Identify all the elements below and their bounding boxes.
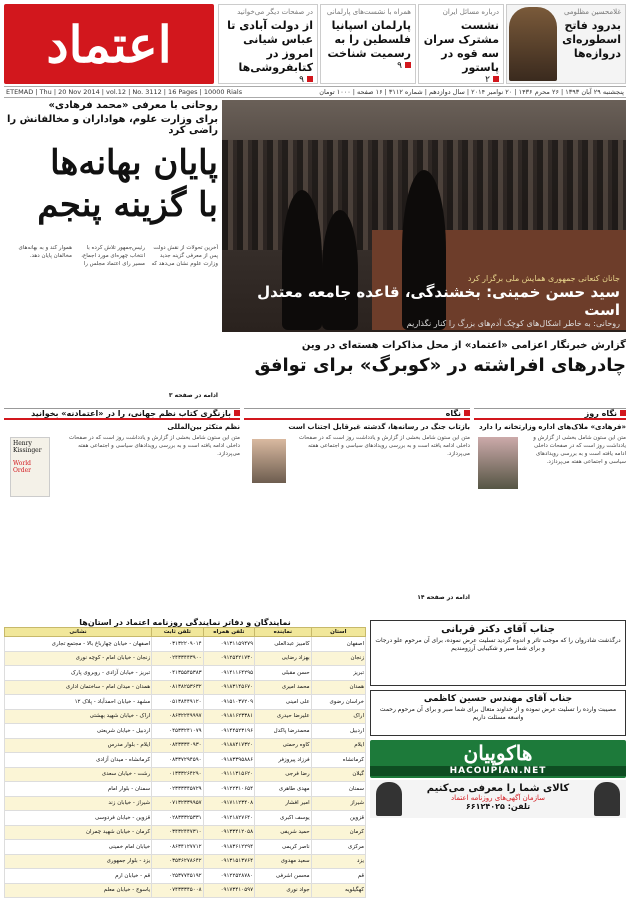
table-cell: کهگیلویه — [311, 883, 365, 898]
table-row — [5, 695, 366, 710]
table-cell: ۰۹۱۷۳۴۱۰۵۹۷ — [203, 883, 254, 898]
table-cell: مرکزی — [311, 840, 365, 855]
table-cell: قزوین — [311, 811, 365, 826]
lead-subtitle: برای وزارت علوم، هواداران و مخالفانش را راضی کرد — [6, 114, 218, 136]
table-cell: ۰۳۱۳۲۲۰۹۰۱۴ — [152, 637, 203, 652]
book-author: Henry Kissinger — [13, 440, 42, 454]
table-cell: فرزاد پیروزفر — [255, 753, 312, 768]
table-cell: ۰۹۱۲۱۸۲۷۶۴۰ — [203, 811, 254, 826]
table-cell: یوسف اکبری — [255, 811, 312, 826]
table-cell: سعید مهدوی — [255, 854, 312, 869]
table-row — [5, 767, 366, 782]
table-cell: ۰۲۵۳۷۷۴۵۱۹۲ — [152, 869, 203, 884]
table-cell: خراسان رضوی — [311, 695, 365, 710]
table-cell: ۰۸۴۳۳۳۴۰۹۳۰ — [152, 738, 203, 753]
lead-body-text: آخرین تحولات از نقش دولت پس از معرفی گزینه جدید وزارت علوم نشان می‌دهد که رئیس‌جمهور تلاش کرده با انتخاب چهره‌ای مورد اجماع، مسیر رای اعتماد مجلس را هموار کند و به بهانه‌های مخالفان پایان دهد. — [18, 245, 218, 267]
masthead-logo[interactable] — [4, 4, 214, 84]
table-cell: همدان - میدان امام - ساختمان اداری — [5, 680, 152, 695]
section-label: بازنگری کتاب نظم جهانی، را در «اعتمادنه» بخوانید — [31, 409, 231, 418]
table-row — [5, 651, 366, 666]
promo-1[interactable] — [218, 4, 318, 84]
classified-phone: تلفن: ۶۶۱۲۴۰۲۵ — [465, 802, 531, 811]
table-cell: کرمان - خیابان شهید چمران — [5, 825, 152, 840]
table-cell: ۰۹۱۴۴۵۲۳۱۹۶ — [203, 724, 254, 739]
table-row — [5, 666, 366, 681]
caption-sub: روحانی: به خاطر اشکال‌های کوچک آدم‌های بزرگ را کنار نگذاریم — [406, 319, 620, 328]
issue-info-fa: پنجشنبه ۲۹ آبان ۱۳۹۳ | ۲۶ محرم ۱۴۳۶ | ۲۰ نوامبر ۲۰۱۴ | سال دوازدهم | شماره ۳۱۱۲ | ۱۶ صفحه | ۱۰۰۰ تومان — [319, 88, 624, 96]
section-marker-icon — [620, 410, 626, 416]
table-row — [5, 883, 366, 898]
table-cell: ۰۹۱۸۱۶۲۳۳۸۱ — [203, 709, 254, 724]
table-cell: سمنان — [311, 782, 365, 797]
table-cell: مشهد - خیابان احمدآباد - پلاک ۱۲ — [5, 695, 152, 710]
promo-page: ۲ — [485, 75, 490, 85]
table-cell: ۰۳۴۳۲۴۴۷۳۱۰ — [152, 825, 203, 840]
promo-2[interactable] — [320, 4, 416, 84]
table-row — [5, 709, 366, 724]
lead-headline-line1: پایان بهانه‌ها — [50, 143, 218, 183]
table-header: استان — [311, 628, 365, 637]
table-cell: ۰۱۳۳۳۲۶۴۲۹۰ — [152, 767, 203, 782]
table-cell: ۰۴۵۳۳۲۴۱۰۷۹ — [152, 724, 203, 739]
classified-title: کالای شما را معرفی می‌کنیم — [426, 783, 570, 794]
table-cell: ۰۸۳۳۷۲۹۴۵۹۰ — [152, 753, 203, 768]
author-photo — [478, 437, 518, 489]
table-row — [5, 753, 366, 768]
nuclear-story[interactable] — [222, 340, 626, 376]
promo-3[interactable] — [418, 4, 504, 84]
businessman-icon — [594, 782, 620, 816]
table-cell: زنجان — [311, 651, 365, 666]
table-row — [5, 796, 366, 811]
table-cell: ۰۹۱۲۲۳۱۰۶۵۴ — [203, 782, 254, 797]
table-cell: ۰۸۱۳۸۲۵۳۶۳۲ — [152, 680, 203, 695]
table-cell: اصفهان — [311, 637, 365, 652]
table-cell: کامبیز عبدالعلی — [255, 637, 312, 652]
table-header: نماینده — [255, 628, 312, 637]
table-cell: سمنان - بلوار امام — [5, 782, 152, 797]
condolence-ad-2[interactable] — [370, 690, 626, 736]
table-cell: اراک - خیابان شهید بهشتی — [5, 709, 152, 724]
table-cell: گیلان — [311, 767, 365, 782]
author-photo — [252, 439, 286, 483]
table-cell: اردبیل — [311, 724, 365, 739]
table-cell: محمد امیری — [255, 680, 312, 695]
table-cell: ناصر کریمی — [255, 840, 312, 855]
table-cell: کرمانشاه — [311, 753, 365, 768]
table-cell: کاوه رحمتی — [255, 738, 312, 753]
table-cell: حسن مقبلی — [255, 666, 312, 681]
table-cell: ۰۵۱۳۸۴۴۹۱۲۰ — [152, 695, 203, 710]
section-marker-icon — [464, 410, 470, 416]
table-cell: ۰۸۶۳۴۱۲۷۷۱۲ — [152, 840, 203, 855]
table-cell: ۰۹۱۸۸۴۱۷۳۲۰ — [203, 738, 254, 753]
table-cell: ۰۹۱۷۱۱۲۳۴۰۸ — [203, 796, 254, 811]
table-cell: ۰۹۱۸۳۱۴۵۶۷۰ — [203, 680, 254, 695]
lead-continue[interactable] — [4, 392, 218, 399]
table-cell: ۰۹۱۲۵۴۲۱۷۳۰ — [203, 651, 254, 666]
lead-photo[interactable] — [222, 100, 626, 332]
page-marker-icon — [405, 62, 411, 68]
table-cell: ۰۹۱۵۱۰۳۷۲۰۹ — [203, 695, 254, 710]
table-cell: ۰۹۱۸۳۳۹۵۸۸۶ — [203, 753, 254, 768]
promo-kicker: در صفحات دیگر می‌خوانید — [237, 8, 313, 16]
portrait-photo — [509, 7, 557, 81]
book-cover[interactable] — [10, 437, 50, 497]
table-cell: محسن اشرفی — [255, 869, 312, 884]
column-title: بازتاب جنگ در رسانه‌ها، گذشته غیرقابل اجتناب است — [288, 423, 470, 431]
section-marker-icon — [234, 410, 240, 416]
table-cell: ۰۹۱۳۱۵۱۳۷۶۴ — [203, 854, 254, 869]
businessman-icon — [376, 782, 402, 816]
column-body: متن این ستون شامل بخشی از گزارش و یادداشت روز است که در صفحات داخلی ادامه یافته است و به بررسی رویدادهای سیاسی و اجتماعی هفته می‌پردازد. — [69, 435, 240, 457]
table-cell: حمید شریفی — [255, 825, 312, 840]
promo-page: ۹ — [299, 75, 304, 85]
ad-title: جناب آقای دکتر قربانی — [441, 624, 555, 635]
table-cell: قم - خیابان ارم — [5, 869, 152, 884]
column-right[interactable] — [474, 408, 626, 615]
table-cell: ۰۹۱۲۲۵۲۸۷۸۰ — [203, 869, 254, 884]
table-cell: یزد — [311, 854, 365, 869]
lead-kicker: روحانی با معرفی «محمد فرهادی» — [48, 100, 218, 111]
table-cell: علی امینی — [255, 695, 312, 710]
promo-title: از دولت آبادی تا عباس شیانی امروز در کتابفروشی‌ها — [227, 19, 313, 74]
table-cell: تبریز — [311, 666, 365, 681]
column-title: نظم متکثر بین‌المللی — [167, 423, 240, 431]
table-cell: اصفهان - خیابان چهارباغ بالا - مجتمع تجاری — [5, 637, 152, 652]
photo-caption — [222, 274, 620, 328]
table-cell: تبریز - خیابان آزادی - روبروی پارک — [5, 666, 152, 681]
promo-kicker: غلامحسین مظلومی — [563, 8, 621, 16]
promo-title: پارلمان اسپانیا فلسطین را به رسمیت شناخت — [327, 19, 411, 60]
table-title: نمایندگان و دفاتر نمایندگی روزنامه اعتماد در استان‌ها — [79, 618, 291, 627]
lead-continue-text: ادامه در صفحه ۳ — [168, 392, 218, 399]
table-cell: قزوین - خیابان فردوسی — [5, 811, 152, 826]
representatives-grid — [4, 627, 366, 898]
table-cell: رشت - خیابان سعدی — [5, 767, 152, 782]
classified-sub: سازمان آگهی‌های روزنامه اعتماد — [451, 794, 545, 802]
table-cell: ۰۲۳۳۳۳۴۵۷۲۹ — [152, 782, 203, 797]
nuclear-headline: چادرهای افراشته در «کوبرگ» برای توافق — [254, 355, 626, 376]
table-row — [5, 782, 366, 797]
table-cell: قم — [311, 869, 365, 884]
table-cell: ۰۹۱۱۱۳۱۵۶۲۰ — [203, 767, 254, 782]
ad-text: مصیبت وارده را تسلیت عرض نموده و از خداوند متعال برای شما صبر و برای آن مرحوم رحمت واسعه مسئلت داریم — [379, 706, 617, 721]
table-cell: خیابان امام خمینی — [5, 840, 152, 855]
brand-ad[interactable] — [370, 740, 626, 778]
brand-name-en: HACOUPIAN.NET — [370, 766, 626, 776]
promo-4[interactable] — [506, 4, 626, 84]
table-cell: اراک — [311, 709, 365, 724]
brand-name-fa: هاکوپیان — [463, 741, 533, 765]
lead-story[interactable] — [4, 100, 218, 226]
table-row — [5, 724, 366, 739]
condolence-ad-1[interactable] — [370, 620, 626, 686]
table-cell: ایلام - بلوار مدرس — [5, 738, 152, 753]
caption-title: سید حسن خمینی: بخشندگی، قاعده جامعه معتدل است — [257, 283, 620, 319]
table-cell: ۰۸۶۳۲۲۴۹۹۹۷ — [152, 709, 203, 724]
table-cell: بهزاد رضایی — [255, 651, 312, 666]
column-continue[interactable]: ادامه در صفحه ۱۴ — [417, 594, 470, 601]
section-label: نگاه روز — [584, 409, 617, 418]
table-row — [5, 738, 366, 753]
promo-kicker: درباره مسائل ایران — [442, 8, 499, 16]
promo-page: ۹ — [397, 61, 402, 71]
table-cell: ۰۷۱۳۲۳۳۹۹۵۷ — [152, 796, 203, 811]
table-row — [5, 637, 366, 652]
promo-kicker: همراه با نشست‌های پارلمانی — [326, 8, 411, 16]
table-cell: شیراز — [311, 796, 365, 811]
classified-ad[interactable] — [370, 780, 626, 818]
section-label: نگاه — [445, 409, 461, 418]
column-body: متن این ستون شامل بخشی از گزارش و یادداشت روز است که در صفحات داخلی ادامه یافته است و به بررسی رویدادهای سیاسی و اجتماعی هفته می‌پردازد. — [299, 435, 470, 457]
caption-kicker: جانان کنعانی جمهوری همایش ملی برگزار کرد — [467, 274, 620, 283]
table-row — [5, 869, 366, 884]
table-cell: محمدرضا پاکدل — [255, 724, 312, 739]
table-cell: یزد - بلوار جمهوری — [5, 854, 152, 869]
table-cell: ۰۳۵۳۶۲۷۸۶۴۲ — [152, 854, 203, 869]
table-cell: ۰۹۱۸۳۶۱۲۲۹۴ — [203, 840, 254, 855]
ad-text: درگذشت شادروان را که موجب تاثر و اندوه گردید تسلیت عرض نموده، برای آن مرحوم علو درجات و برای شما صبر و شکیبایی آرزومندیم — [375, 637, 621, 652]
nuclear-kicker: گزارش خبرنگار اعزامی «اعتماد» از محل مذاکرات هسته‌ای در وین — [301, 340, 626, 351]
ad-title: جناب آقای مهندس حسین کاظمی — [423, 694, 573, 704]
table-header: تلفن همراه — [203, 628, 254, 637]
table-row — [5, 680, 366, 695]
table-cell: ۰۴۱۳۵۵۴۵۳۸۳ — [152, 666, 203, 681]
table-row — [5, 854, 366, 869]
table-row — [5, 811, 366, 826]
table-cell: رضا فرجی — [255, 767, 312, 782]
table-cell: شیراز - خیابان زند — [5, 796, 152, 811]
logo-text: اعتماد — [46, 14, 172, 74]
promo-title: نشست مشترک سران سه قوه در پاستور — [423, 19, 499, 74]
promo-title: بدرود فاتح اسطوره‌ای دروازه‌ها — [562, 19, 621, 60]
table-cell: کرمان — [311, 825, 365, 840]
table-cell: زنجان - خیابان امام - کوچه نوری — [5, 651, 152, 666]
table-cell: ۰۹۱۴۱۱۶۴۲۹۵ — [203, 666, 254, 681]
table-cell: ۰۹۱۳۳۴۱۲۰۵۸ — [203, 825, 254, 840]
page-marker-icon — [493, 76, 499, 82]
table-cell: ۰۲۴۳۳۴۴۳۹۰۰ — [152, 651, 203, 666]
lead-body — [4, 244, 218, 392]
table-cell: اردبیل - خیابان شریعتی — [5, 724, 152, 739]
lead-headline-line2: با گزینه پنجم — [37, 185, 218, 225]
table-row — [5, 840, 366, 855]
issue-info-bar — [4, 86, 626, 98]
table-header: نشانی — [5, 628, 152, 637]
column-left[interactable] — [4, 408, 240, 615]
table-header: تلفن ثابت — [152, 628, 203, 637]
table-cell: کرمانشاه - میدان آزادی — [5, 753, 152, 768]
column-title: «فرهادی» ملاک‌های اداره وزارتخانه را دارد — [479, 423, 626, 431]
column-body: متن این ستون شامل بخشی از گزارش و یادداشت روز است که در صفحات داخلی ادامه یافته است و به بررسی رویدادهای سیاسی و اجتماعی هفته می‌پردازد. — [533, 435, 626, 465]
table-cell: علیرضا حیدری — [255, 709, 312, 724]
table-cell: ایلام — [311, 738, 365, 753]
table-cell: ۰۲۸۳۳۳۲۵۳۳۱ — [152, 811, 203, 826]
table-row — [5, 825, 366, 840]
representatives-table — [4, 618, 366, 898]
table-cell: جواد نوری — [255, 883, 312, 898]
table-cell: امیر افشار — [255, 796, 312, 811]
table-cell: ۰۹۱۳۱۱۵۹۴۷۹ — [203, 637, 254, 652]
table-cell: ۰۷۴۳۳۳۴۵۰۰۸ — [152, 883, 203, 898]
table-cell: یاسوج - خیابان معلم — [5, 883, 152, 898]
table-cell: همدان — [311, 680, 365, 695]
page-marker-icon — [307, 76, 313, 82]
book-title: World Order — [13, 460, 32, 474]
column-middle[interactable] — [244, 408, 470, 615]
issue-info-en: ETEMAD | Thu | 20 Nov 2014 | vol.12 | No. 3112 | 16 Pages | 10000 Rials — [6, 88, 243, 96]
table-cell: مهدی طاهری — [255, 782, 312, 797]
